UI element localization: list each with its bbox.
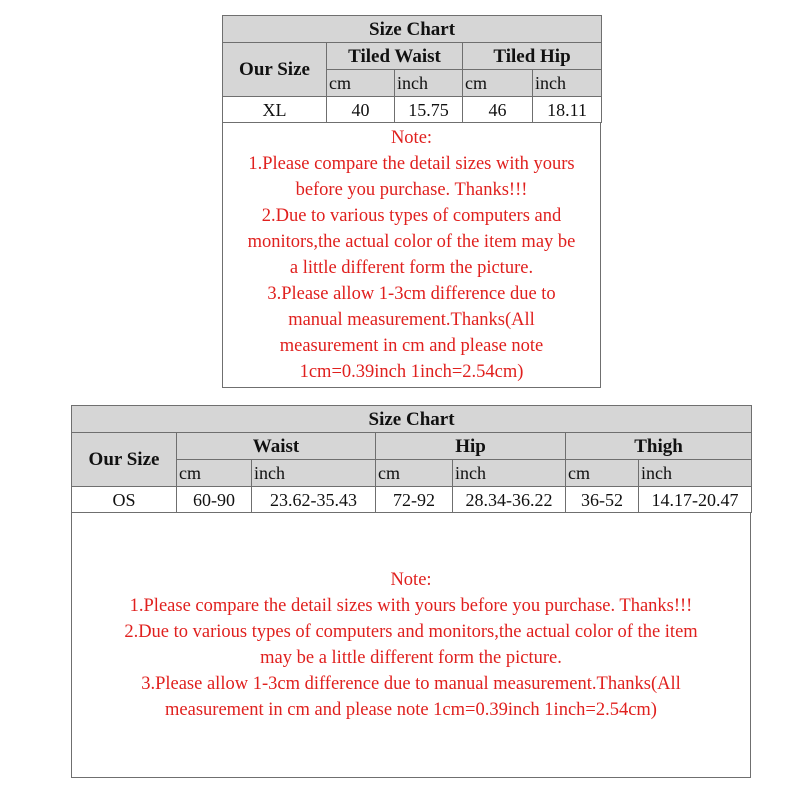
note-line: a little different form the picture. xyxy=(289,258,534,278)
value-cell: 36-52 xyxy=(566,487,639,513)
table-row xyxy=(223,97,602,123)
note-line: 1.Please compare the detail sizes with yours before you purchase. Thanks!!! xyxy=(129,596,693,616)
note-line: 1.Please compare the detail sizes with yours xyxy=(248,154,575,174)
note-line: measurement in cm and please note xyxy=(279,336,544,356)
note-line: monitors,the actual color of the item may be xyxy=(247,232,576,252)
group-header-hip: Tiled Hip xyxy=(463,43,602,70)
note-line: 2.Due to various types of computers and monitors,the actual color of the item xyxy=(124,622,698,642)
value-cell: 60-90 xyxy=(177,487,252,513)
size-table-2 xyxy=(71,405,752,513)
group-header-hip: Hip xyxy=(376,433,566,460)
value-cell: 23.62-35.43 xyxy=(252,487,376,513)
note-line: before you purchase. Thanks!!! xyxy=(295,180,528,200)
group-header-thigh: Thigh xyxy=(566,433,752,460)
value-cell: 46 xyxy=(463,97,533,123)
size-chart-1 xyxy=(222,15,601,388)
value-cell: 14.17-20.47 xyxy=(639,487,752,513)
group-header-waist: Tiled Waist xyxy=(327,43,463,70)
unit-header: inch xyxy=(252,460,376,487)
value-cell: 15.75 xyxy=(395,97,463,123)
value-cell: 72-92 xyxy=(376,487,453,513)
note-line: Note: xyxy=(390,128,433,148)
value-cell: 28.34-36.22 xyxy=(453,487,566,513)
chart-title: Size Chart xyxy=(223,16,602,43)
value-cell: 40 xyxy=(327,97,395,123)
unit-header: cm xyxy=(463,70,533,97)
note-line: measurement in cm and please note 1cm=0.39inch 1inch=2.54cm) xyxy=(165,700,657,720)
unit-header: inch xyxy=(453,460,566,487)
unit-header: cm xyxy=(376,460,453,487)
size-cell: OS xyxy=(72,487,177,513)
unit-header: inch xyxy=(533,70,602,97)
note-line: 2.Due to various types of computers and xyxy=(261,206,562,226)
note-box-2 xyxy=(71,513,751,778)
note-line: 3.Please allow 1-3cm difference due to xyxy=(267,284,556,304)
table-row xyxy=(72,487,752,513)
note-line: 1cm=0.39inch 1inch=2.54cm) xyxy=(299,362,524,382)
group-header-waist: Waist xyxy=(177,433,376,460)
note-line: manual measurement.Thanks(All xyxy=(288,310,535,330)
unit-header: inch xyxy=(395,70,463,97)
value-cell: 18.11 xyxy=(533,97,602,123)
unit-header: cm xyxy=(327,70,395,97)
chart-title: Size Chart xyxy=(72,406,752,433)
unit-header: inch xyxy=(639,460,752,487)
size-chart-2 xyxy=(71,405,751,778)
note-box-1 xyxy=(222,123,601,388)
unit-header: cm xyxy=(177,460,252,487)
our-size-header: Our Size xyxy=(223,43,327,97)
our-size-header: Our Size xyxy=(72,433,177,487)
note-line: 3.Please allow 1-3cm difference due to manual measurement.Thanks(All xyxy=(141,674,681,694)
unit-header: cm xyxy=(566,460,639,487)
note-line: may be a little different form the picture. xyxy=(260,648,562,668)
size-table-1 xyxy=(222,15,602,123)
size-cell: XL xyxy=(223,97,327,123)
note-line: Note: xyxy=(390,570,432,590)
